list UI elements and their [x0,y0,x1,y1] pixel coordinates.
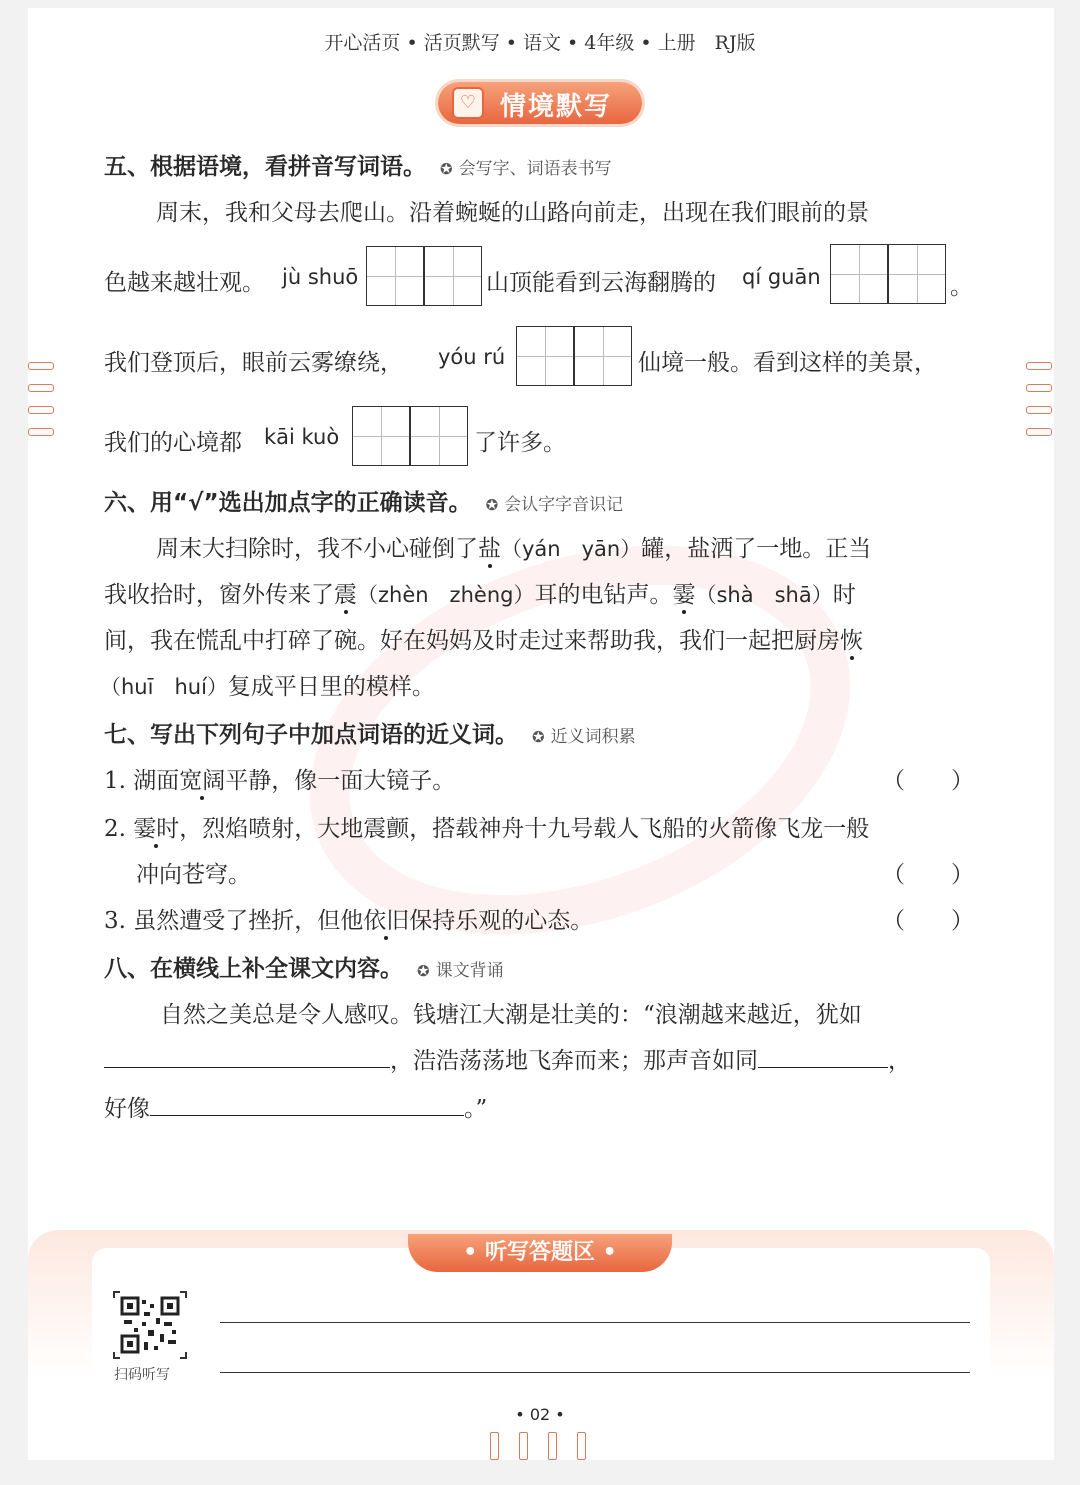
section5-heading: 五、根据语境，看拼音写词语。 [104,154,426,180]
section7-title [104,716,636,749]
left-tab-marks [28,362,54,450]
text: ，浩浩荡荡地飞奔而来；那声音如同 [390,1048,758,1074]
dotted-char: 霎 [672,582,696,608]
grid-cell[interactable] [424,246,482,306]
section5-tag-text: 会写字、词语表书写 [458,159,612,179]
fill-blank-1[interactable] [104,1045,390,1068]
section7-tag [532,727,636,747]
pinyin-jushuo: jù shuō [282,265,359,289]
section6-tag [486,495,624,515]
right-tab-marks [1026,362,1052,450]
s8-line1: 自然之美总是令人感叹。钱塘江大潮是壮美的：“浪潮越来越近，犹如 [160,1002,862,1028]
grid-cell[interactable] [352,406,410,466]
text: 好像 [104,1096,150,1122]
page-header: 开心活页 • 活页默写 • 语文 • 4年级 • 上册 RJ版 [324,32,756,54]
dotted-char: 盐 [478,536,501,562]
section5-tag [440,159,612,179]
bottom-tab-marks [490,1432,606,1464]
section-banner [438,82,642,124]
banner-title: 情境默写 [500,92,613,122]
text: 。” [464,1096,488,1122]
section6-tag-text: 会认字字音识记 [504,495,624,515]
s7-sentence2 [104,810,869,843]
qr-code-icon[interactable] [112,1290,188,1360]
s5-line3b: 仙境一般。看到这样的美景， [638,350,937,376]
text: 我收拾时，窗外传来了 [104,582,334,608]
s5-line2a: 色越来越壮观。 [104,270,265,296]
text: 平静，像一面大镜子。 [225,768,456,794]
text: 3. 虽然遭受了挫折，但他 [104,908,364,934]
text: 间，我在慌乱中打碎了碗。好在妈妈及时走过来帮助我，我们一起把厨房 [104,628,840,654]
text: ， [888,1048,911,1074]
grid-cell[interactable] [888,244,946,304]
s5-line2c: 。 [950,274,973,300]
dotted-char: 恢 [840,628,863,654]
grid-cell[interactable] [410,406,468,466]
s8-line3 [104,1090,487,1123]
page-number: • 02 • [515,1405,565,1424]
section8-tag-text: 课文背诵 [435,961,504,981]
dotted-word: 依旧 [363,908,410,934]
s6-line3 [104,622,863,655]
s6-line1 [156,530,871,563]
s5-line4b: 了许多。 [474,430,566,456]
fill-blank-2[interactable] [758,1045,888,1068]
answer-paren-2[interactable]: （ ） [882,862,974,888]
text: 2. [104,816,134,842]
pinyin-kaikuo: kāi kuò [264,425,340,449]
text: 1. 湖面 [104,768,180,794]
pinyin-options[interactable]: （shà shā） [695,583,833,607]
dotted-char: 震 [334,582,357,608]
pinyin-qiguan: qí guān [742,265,821,289]
section7-tag-text: 近义词积累 [550,727,636,747]
text: 罐，盐洒了一地。正当 [641,536,872,562]
qr-label: 扫码听写 [114,1367,170,1383]
dotted-word: 霎时 [133,816,180,842]
pinyin-options[interactable]: （huī huí） [100,675,228,699]
s8-line2 [104,1042,911,1075]
section8-title [104,950,504,983]
section8-heading: 八、在横线上补全课文内容。 [104,956,403,982]
gear-icon: ✪ [440,160,453,178]
text: ，烈焰喷射，大地震颤，搭载神舟十九号载人飞船的火箭像飞龙一般 [179,816,870,842]
gear-icon: ✪ [485,496,499,514]
s6-line2 [104,576,856,609]
section5-title [104,148,612,181]
s5-line4a: 我们的心境都 [104,430,242,456]
section8-tag [417,961,504,981]
grid-cell[interactable] [830,244,888,304]
gear-icon: ✪ [532,728,545,746]
answer-line-2[interactable] [220,1372,970,1373]
dotted-word: 宽阔 [179,768,226,794]
s7-sentence1 [104,762,455,795]
grid-cell[interactable] [574,326,632,386]
pinyin-options[interactable]: （zhèn zhèng） [357,583,535,607]
text: 时 [832,582,856,608]
s5-line2b: 山顶能看到云海翻腾的 [486,270,716,296]
answer-paren-3[interactable]: （ ） [882,908,974,934]
gear-icon: ✪ [417,962,430,980]
answer-paren-1[interactable]: （ ） [882,768,974,794]
answer-line-1[interactable] [220,1322,970,1323]
text: 耳的电钻声。 [534,582,673,608]
s7-sentence3 [104,902,593,935]
text: 周末大扫除时，我不小心碰倒了 [156,536,478,562]
s5-line1: 周末，我和父母去爬山。沿着蜿蜒的山路向前走，出现在我们眼前的景 [156,200,869,226]
text: 保持乐观的心态。 [409,908,594,934]
dictation-tab: • 听写答题区 • [408,1234,672,1272]
fill-blank-3[interactable] [150,1093,464,1116]
s7-sentence2-cont: 冲向苍穹。 [136,862,251,888]
s5-line3a: 我们登顶后，眼前云雾缭绕， [104,350,403,376]
s6-line4 [100,668,435,701]
section6-heading: 六、用“√”选出加点字的正确读音。 [104,490,472,516]
grid-cell[interactable] [516,326,574,386]
pinyin-options[interactable]: （yán yān） [501,537,642,561]
pinyin-youru: yóu rú [438,345,506,369]
section7-heading: 七、写出下列句子中加点词语的近义词。 [104,722,518,748]
heart-book-icon: ♡ [452,87,484,119]
text: 复成平日里的模样。 [227,674,435,700]
section6-title [104,484,623,517]
grid-cell[interactable] [366,246,424,306]
